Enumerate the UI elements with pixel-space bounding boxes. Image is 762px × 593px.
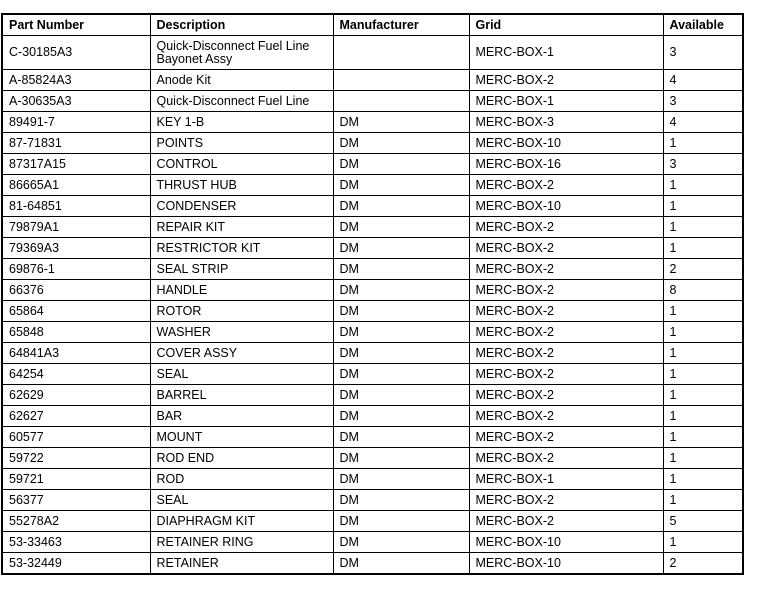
description-cell: REPAIR KIT (150, 217, 333, 238)
table-row (2, 406, 743, 427)
manufacturer-cell: DM (333, 448, 469, 469)
table-row (2, 553, 743, 575)
manufacturer-cell: DM (333, 490, 469, 511)
manufacturer-cell: DM (333, 196, 469, 217)
part-number-cell: 81-64851 (2, 196, 150, 217)
description-cell: THRUST HUB (150, 175, 333, 196)
available-cell: 1 (663, 322, 743, 343)
available-cell: 1 (663, 427, 743, 448)
manufacturer-cell (333, 36, 469, 70)
grid-cell: MERC-BOX-1 (469, 91, 663, 112)
available-cell: 5 (663, 511, 743, 532)
available-cell: 1 (663, 196, 743, 217)
manufacturer-cell: DM (333, 343, 469, 364)
parts-table (1, 13, 744, 575)
available-cell: 2 (663, 259, 743, 280)
grid-cell: MERC-BOX-2 (469, 511, 663, 532)
part-number-cell: C-30185A3 (2, 36, 150, 70)
description-cell: ROD END (150, 448, 333, 469)
manufacturer-cell: DM (333, 280, 469, 301)
grid-cell: MERC-BOX-16 (469, 154, 663, 175)
description-cell: WASHER (150, 322, 333, 343)
header-available: Available (663, 14, 743, 36)
part-number-cell: 65864 (2, 301, 150, 322)
table-row (2, 364, 743, 385)
part-number-cell: 89491-7 (2, 112, 150, 133)
grid-cell: MERC-BOX-2 (469, 385, 663, 406)
part-number-cell: 65848 (2, 322, 150, 343)
manufacturer-cell: DM (333, 154, 469, 175)
manufacturer-cell: DM (333, 301, 469, 322)
part-number-cell: 64841A3 (2, 343, 150, 364)
part-number-cell: 62627 (2, 406, 150, 427)
available-cell: 1 (663, 217, 743, 238)
table-row (2, 322, 743, 343)
part-number-cell: 59722 (2, 448, 150, 469)
part-number-cell: 56377 (2, 490, 150, 511)
table-row (2, 301, 743, 322)
grid-cell: MERC-BOX-10 (469, 553, 663, 575)
part-number-cell: 79369A3 (2, 238, 150, 259)
description-cell: CONTROL (150, 154, 333, 175)
available-cell: 1 (663, 469, 743, 490)
description-cell: RESTRICTOR KIT (150, 238, 333, 259)
part-number-cell: 62629 (2, 385, 150, 406)
part-number-cell: 60577 (2, 427, 150, 448)
table-row (2, 154, 743, 175)
header-manufacturer: Manufacturer (333, 14, 469, 36)
grid-cell: MERC-BOX-10 (469, 532, 663, 553)
table-row (2, 280, 743, 301)
grid-cell: MERC-BOX-1 (469, 36, 663, 70)
description-cell: Anode Kit (150, 70, 333, 91)
table-row (2, 175, 743, 196)
manufacturer-cell: DM (333, 385, 469, 406)
part-number-cell: 87317A15 (2, 154, 150, 175)
header-grid: Grid (469, 14, 663, 36)
table-row (2, 490, 743, 511)
grid-cell: MERC-BOX-2 (469, 490, 663, 511)
description-cell: RETAINER (150, 553, 333, 575)
manufacturer-cell (333, 91, 469, 112)
description-cell: BARREL (150, 385, 333, 406)
table-header-row (2, 14, 743, 36)
grid-cell: MERC-BOX-2 (469, 238, 663, 259)
description-cell: COVER ASSY (150, 343, 333, 364)
grid-cell: MERC-BOX-2 (469, 175, 663, 196)
available-cell: 4 (663, 112, 743, 133)
description-cell: MOUNT (150, 427, 333, 448)
available-cell: 1 (663, 448, 743, 469)
manufacturer-cell: DM (333, 322, 469, 343)
description-cell: ROD (150, 469, 333, 490)
available-cell: 1 (663, 490, 743, 511)
manufacturer-cell: DM (333, 553, 469, 575)
available-cell: 3 (663, 91, 743, 112)
grid-cell: MERC-BOX-2 (469, 364, 663, 385)
grid-cell: MERC-BOX-10 (469, 133, 663, 154)
table-row (2, 70, 743, 91)
part-number-cell: 53-33463 (2, 532, 150, 553)
grid-cell: MERC-BOX-2 (469, 301, 663, 322)
grid-cell: MERC-BOX-2 (469, 322, 663, 343)
description-cell: POINTS (150, 133, 333, 154)
header-part-number: Part Number (2, 14, 150, 36)
description-cell: Quick-Disconnect Fuel Line Bayonet Assy (150, 36, 333, 70)
part-number-cell: 66376 (2, 280, 150, 301)
grid-cell: MERC-BOX-2 (469, 259, 663, 280)
grid-cell: MERC-BOX-10 (469, 196, 663, 217)
part-number-cell: A-30635A3 (2, 91, 150, 112)
part-number-cell: A-85824A3 (2, 70, 150, 91)
description-cell: DIAPHRAGM KIT (150, 511, 333, 532)
part-number-cell: 55278A2 (2, 511, 150, 532)
available-cell: 4 (663, 70, 743, 91)
manufacturer-cell: DM (333, 532, 469, 553)
description-cell: HANDLE (150, 280, 333, 301)
header-description: Description (150, 14, 333, 36)
part-number-cell: 69876-1 (2, 259, 150, 280)
table-row (2, 343, 743, 364)
table-row (2, 427, 743, 448)
manufacturer-cell: DM (333, 469, 469, 490)
description-cell: Quick-Disconnect Fuel Line (150, 91, 333, 112)
manufacturer-cell: DM (333, 511, 469, 532)
manufacturer-cell: DM (333, 217, 469, 238)
available-cell: 1 (663, 133, 743, 154)
description-cell: ROTOR (150, 301, 333, 322)
table-row (2, 385, 743, 406)
available-cell: 1 (663, 301, 743, 322)
table-row (2, 469, 743, 490)
description-cell: SEAL (150, 490, 333, 511)
table-row (2, 448, 743, 469)
available-cell: 1 (663, 406, 743, 427)
grid-cell: MERC-BOX-2 (469, 70, 663, 91)
manufacturer-cell: DM (333, 259, 469, 280)
part-number-cell: 53-32449 (2, 553, 150, 575)
available-cell: 3 (663, 154, 743, 175)
manufacturer-cell: DM (333, 133, 469, 154)
part-number-cell: 64254 (2, 364, 150, 385)
grid-cell: MERC-BOX-3 (469, 112, 663, 133)
grid-cell: MERC-BOX-2 (469, 427, 663, 448)
description-cell: CONDENSER (150, 196, 333, 217)
manufacturer-cell: DM (333, 175, 469, 196)
available-cell: 3 (663, 36, 743, 70)
description-cell: RETAINER RING (150, 532, 333, 553)
grid-cell: MERC-BOX-2 (469, 217, 663, 238)
available-cell: 1 (663, 364, 743, 385)
table-row (2, 133, 743, 154)
manufacturer-cell (333, 70, 469, 91)
manufacturer-cell: DM (333, 364, 469, 385)
manufacturer-cell: DM (333, 427, 469, 448)
description-cell: SEAL STRIP (150, 259, 333, 280)
part-number-cell: 79879A1 (2, 217, 150, 238)
available-cell: 1 (663, 532, 743, 553)
table-row (2, 196, 743, 217)
table-row (2, 217, 743, 238)
manufacturer-cell: DM (333, 112, 469, 133)
description-cell: KEY 1-B (150, 112, 333, 133)
part-number-cell: 87-71831 (2, 133, 150, 154)
manufacturer-cell: DM (333, 406, 469, 427)
available-cell: 1 (663, 385, 743, 406)
description-cell: BAR (150, 406, 333, 427)
available-cell: 1 (663, 238, 743, 259)
manufacturer-cell: DM (333, 238, 469, 259)
available-cell: 2 (663, 553, 743, 575)
table-row (2, 259, 743, 280)
grid-cell: MERC-BOX-1 (469, 469, 663, 490)
grid-cell: MERC-BOX-2 (469, 448, 663, 469)
description-cell: SEAL (150, 364, 333, 385)
table-row (2, 112, 743, 133)
table-body (2, 36, 743, 575)
table-row (2, 532, 743, 553)
grid-cell: MERC-BOX-2 (469, 343, 663, 364)
table-row (2, 238, 743, 259)
available-cell: 1 (663, 343, 743, 364)
table-row (2, 91, 743, 112)
part-number-cell: 86665A1 (2, 175, 150, 196)
table-row (2, 511, 743, 532)
part-number-cell: 59721 (2, 469, 150, 490)
available-cell: 1 (663, 175, 743, 196)
available-cell: 8 (663, 280, 743, 301)
grid-cell: MERC-BOX-2 (469, 406, 663, 427)
table-row (2, 36, 743, 70)
grid-cell: MERC-BOX-2 (469, 280, 663, 301)
